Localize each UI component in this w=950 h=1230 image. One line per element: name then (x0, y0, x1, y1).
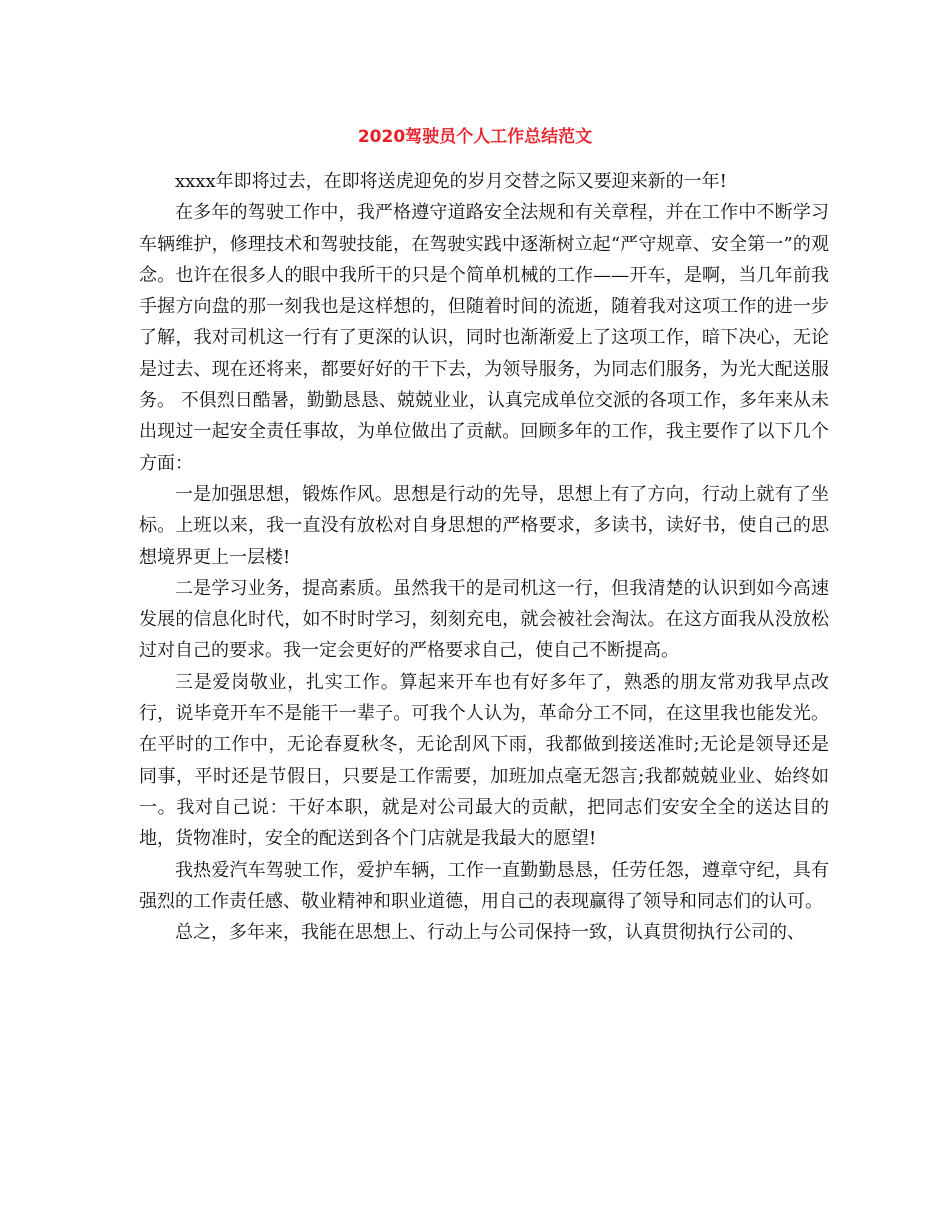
paragraph-love-driving: 我热爱汽车驾驶工作，爱护车辆，工作一直勤勤恳恳，任劳任怨，遵章守纪，具有强烈的工作责任感、敬业精神和职业道德，用自己的表现赢得了领导和同志们的认可。 (139, 859, 829, 912)
paragraph-work-experience: 在多年的驾驶工作中，我严格遵守道路安全法规和有关章程，并在工作中不断学习车辆维护，修理技术和驾驶技能，在驾驶实践中逐渐树立起“严守规章、安全第一”的观念。也许在很多人的眼中我所干的只是个简单机械的工作——开车，是啊，当几年前我手握方向盘的那一刻我也是这样想的，但随着时间的流逝，随着我对这项工作的进一步了解，我对司机这一行有了更深的认识，同时也渐渐爱上了这项工作，暗下决心，无论是过去、现在还将来，都要好好的干下去，为领导服务，为同志们服务，为光大配送服务。 不俱烈日酷暑，勤勤恳恳、兢兢业业，认真完成单位交派的各项工作，多年来从未出现过一起安全责任事故，为单位做出了贡献。回顾多年的工作，我主要作了以下几个方面： (139, 202, 829, 474)
document-title: 2020驾驶员个人工作总结范文 (357, 127, 593, 147)
paragraph-intro: xxxx年即将过去，在即将送虎迎免的岁月交替之际又要迎来新的一年! (175, 171, 727, 192)
paragraph-point-three: 三是爱岗敬业，扎实工作。算起来开车也有好多年了，熟悉的朋友常劝我早点改行，说毕竟开车不是能干一辈子。可我个人认为，革命分工不同，在这里我也能发光。在平时的工作中，无论春夏秋冬，无论刮风下雨，我都做到接送准时;无论是领导还是同事，平时还是节假日，只要是工作需要，加班加点毫无怨言;我都兢兢业业、始终如一。我对自己说：干好本职，就是对公司最大的贡献，把同志们安安全全的送达目的地，货物准时，安全的配送到各个门店就是我最大的愿望! (139, 671, 829, 850)
paragraph-conclusion: 总之，多年来，我能在思想上、行动上与公司保持一致，认真贯彻执行公司的、 (175, 922, 805, 944)
document-body (139, 166, 829, 948)
paragraph-point-two: 二是学习业务，提高素质。虽然我干的是司机这一行，但我清楚的认识到如今高速发展的信息化时代，如不时时学习，刻刻充电，就会被社会淘汰。在这方面我从没放松过对自己的要求。我一定会更好的严格要求自己，使自己不断提高。 (139, 577, 829, 662)
paragraph-point-one: 一是加强思想，锻炼作风。思想是行动的先导，思想上有了方向，行动上就有了坐标。上班以来，我一直没有放松对自身思想的严格要求，多读书，读好书，使自己的思想境界更上一层楼! (139, 483, 829, 568)
